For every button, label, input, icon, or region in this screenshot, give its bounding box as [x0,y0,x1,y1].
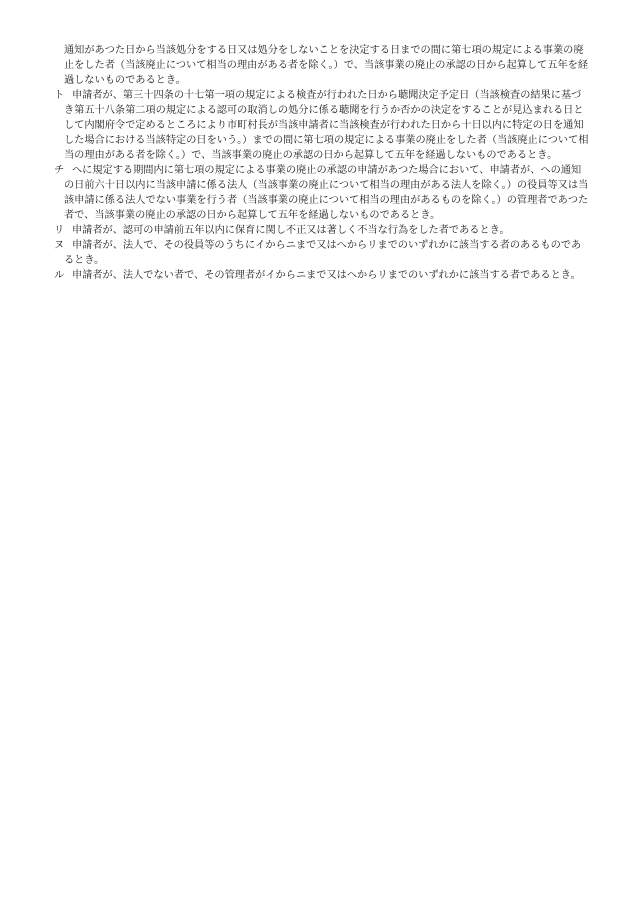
item-ru [54,268,590,283]
continuation-paragraph: 通知があつた日から当該処分をする日又は処分をしないことを決定する日までの間に第七項の規定による事業の廃止をした者（当該廃止について相当の理由がある者を除く。）で、当該事業の廃止の承認の日から起算して五年を経過しないものであるとき。 [64,45,589,86]
item-to [54,88,590,163]
item-text: 申請者が、法人で、その役員等のうちにイからニまで又はへからリまでのいずれかに該当する者のあるものであるとき。 [64,240,582,266]
item-text: へに規定する期間内に第七項の規定による事業の廃止の承認の申請があつた場合において、申請者が、への通知の日前六十日以内に当該申請に係る法人（当該事業の廃止について相当の理由がある法人を除く。）の役員等又は当該申請に係る法人でない事業を行う者（当該事業の廃止について相当の理由があるものを除く。）の管理者であつた者で、当該事業の廃止の承認の日から起算して五年を経過しないものであるとき。 [64,165,589,221]
item-ri [54,223,590,238]
item-mark: リ [54,225,65,236]
item-mark: チ [54,165,65,176]
item-text: 申請者が、認可の申請前五年以内に保育に関し不正又は著しく不当な行為をした者であるとき。 [72,225,510,236]
item-mark: ヌ [54,240,65,251]
item-text: 申請者が、第三十四条の十七第一項の規定による検査が行われた日から聴聞決定予定日（当該検査の結果に基づき第五十八条第二項の規定による認可の取消しの処分に係る聴聞を行うか否かの決定をすることが見込まれる日として内閣府令で定めるところにより市町村長が当該申請者に当該検査が行われた日から十日以内に特定の日を通知した場合における当該特定の日をいう。）までの間に第七項の規定による事業の廃止をした者（当該廃止について相当の理由がある者を除く。）で、当該事業の廃止の承認の日から起算して五年を経過しないものであるとき。 [64,90,589,161]
item-chi [54,163,590,223]
item-nu [54,238,590,268]
item-mark: ル [54,270,65,281]
item-text: 申請者が、法人でない者で、その管理者がイからニまで又はへからリまでのいずれかに該当する者であるとき。 [72,270,581,281]
item-mark: ト [54,90,65,101]
